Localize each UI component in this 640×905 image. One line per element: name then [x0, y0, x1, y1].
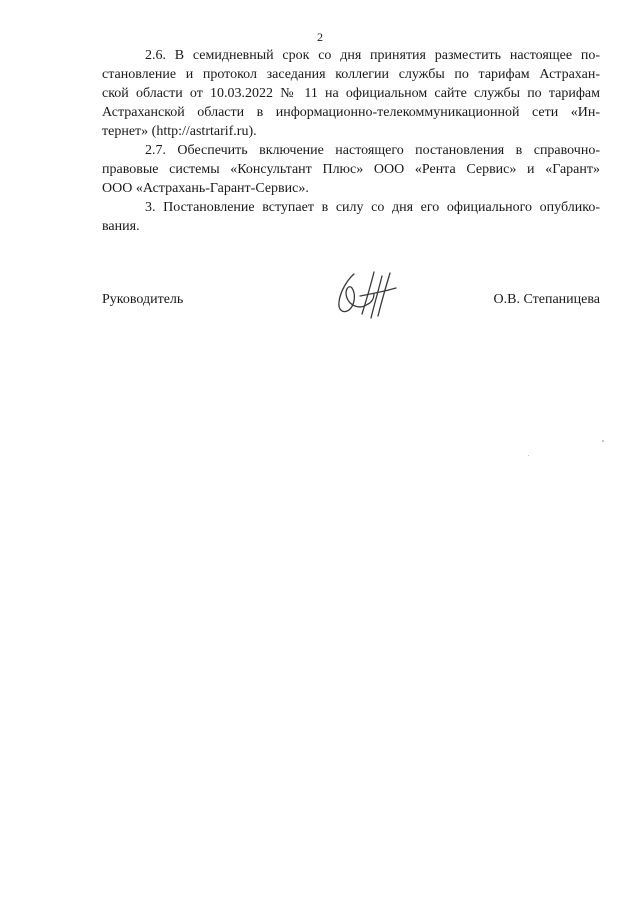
signer-position: Руководитель: [102, 292, 184, 307]
paragraph-line: вания.: [102, 219, 140, 234]
paragraph-line: правовые системы «Консультант Плюс» ООО «Рента Сервис» и «Гарант»: [102, 162, 600, 177]
signature-stroke: [339, 272, 396, 318]
signer-name: О.В. Степаницева: [493, 292, 600, 307]
scan-speck: [528, 455, 529, 456]
page-number: 2: [317, 30, 323, 44]
paragraph-line: ООО «Астрахань-Гарант-Сервис».: [102, 181, 309, 196]
paragraph-line: 3. Постановление вступает в силу со дня его официального опублико-: [145, 200, 600, 215]
paragraph-line: 2.7. Обеспечить включение настоящего постановления в справочно-: [145, 143, 600, 158]
paragraph-line: 2.6. В семидневный срок со дня принятия разместить настоящее по-: [145, 48, 600, 63]
paragraph-line: ской области от 10.03.2022 № 11 на официальном сайте службы по тарифам: [102, 86, 600, 101]
paragraph-line: становление и протокол заседания коллегии службы по тарифам Астрахан-: [102, 67, 600, 82]
scan-speck: [602, 440, 604, 442]
handwritten-signature: [330, 268, 400, 324]
paragraph-line: Астраханской области в информационно-телекоммуникационной сети «Ин-: [102, 105, 600, 120]
paragraph-line: тернет» (http://astrtarif.ru).: [102, 124, 257, 139]
